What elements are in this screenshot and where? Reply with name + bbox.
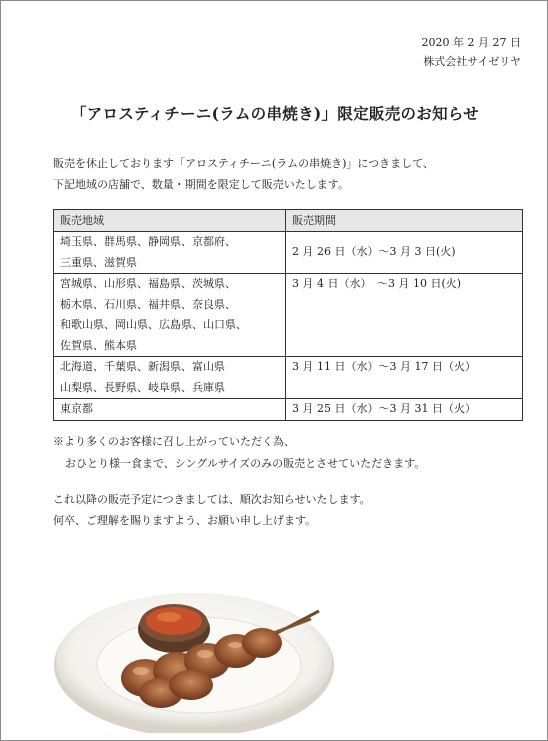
area-cell: [54, 399, 286, 421]
area-line: 三重県、滋賀県: [60, 255, 137, 269]
intro-line-1: 販売を休止しております「アロスティチーニ(ラムの串焼き)」につきまして、: [53, 157, 434, 170]
note-line-2: おひとり様一食まで、シングルサイズのみの販売とさせていただきます。: [65, 457, 426, 470]
closing-line-1: これ以降の販売予定につきましては、順次お知らせいたします。: [53, 493, 371, 506]
intro-paragraph: [53, 153, 434, 195]
meat-piece: [169, 670, 213, 700]
area-cell: [54, 274, 286, 357]
table-row: [54, 274, 523, 357]
notice-title: 「アロスティチーニ(ラムの串焼き)」限定販売のお知らせ: [70, 104, 480, 123]
area-line: 東京都: [60, 402, 93, 415]
table-row: [54, 357, 523, 399]
area-line: 栃木県、石川県、福井県、奈良県、: [60, 297, 236, 311]
company-name: 株式会社サイゼリヤ: [423, 55, 521, 68]
period-cell: 2 月 26 日（水）～3 月 3 日(火): [286, 232, 523, 274]
area-line: 宮城県、山形県、福島県、茨城県、: [60, 277, 236, 290]
period-cell: 3 月 11 日（水）～3 月 17 日（火）: [286, 357, 523, 399]
area-line: 佐賀県、熊本県: [60, 338, 137, 352]
intro-line-2: 下記地域の店舗で、数量・期間を限定して販売いたします。: [53, 178, 349, 191]
area-line: 北海道、千葉県、新潟県、富山県: [60, 360, 225, 373]
meat-piece: [242, 628, 282, 658]
notice-date: 2020 年 2 月 27 日: [421, 36, 521, 49]
lamb-skewer-photo: [49, 553, 349, 733]
area-line: 和歌山県、岡山県、広島県、山口県、: [60, 318, 247, 331]
column-header-area: 販売地域: [54, 210, 286, 232]
column-header-period: 販売期間: [286, 210, 523, 232]
table-row: [54, 232, 523, 274]
period-cell: 3 月 4 日（水） ～3 月 10 日(火): [286, 274, 523, 357]
period-cell: 3 月 25 日（水）～3 月 31 日（火）: [286, 399, 523, 421]
table-row: [54, 399, 523, 421]
area-line: 埼玉県、群馬県、静岡県、京都府、: [60, 235, 236, 248]
closing-paragraph: [53, 489, 371, 531]
notes-paragraph: [53, 431, 425, 475]
table-header-row: [54, 210, 523, 232]
closing-line-2: 何卒、ご理解を賜りますよう、お願い申し上げます。: [53, 514, 317, 527]
sales-schedule-table: [53, 209, 523, 421]
area-cell: [54, 232, 286, 274]
header-meta: [422, 33, 521, 71]
note-line-1: ※より多くのお客様に召し上がっていただく為、: [53, 435, 295, 448]
area-cell: [54, 357, 286, 399]
area-line: 山梨県、長野県、岐阜県、兵庫県: [60, 380, 225, 394]
